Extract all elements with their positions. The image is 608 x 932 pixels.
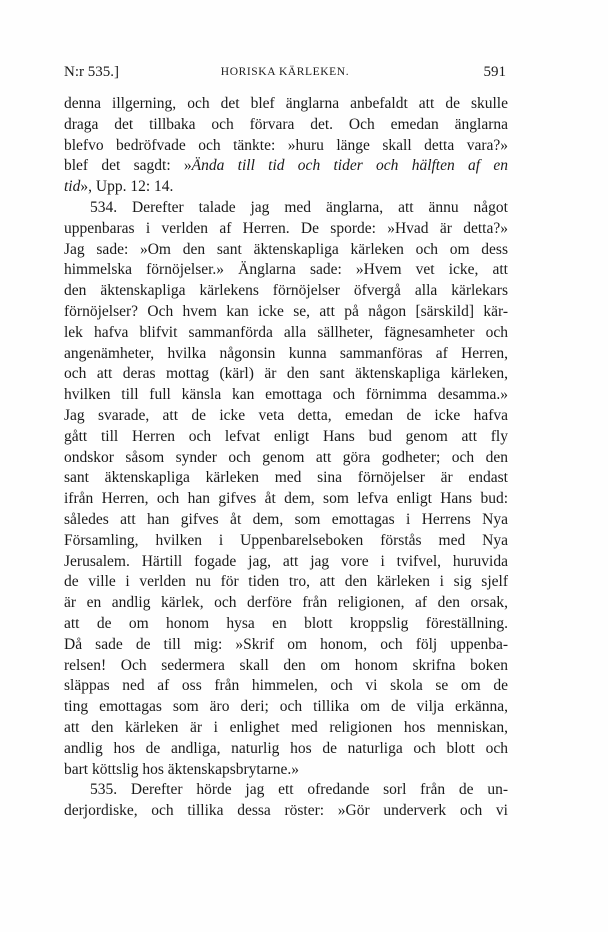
text-line: himmelska förnöjelser.» Änglarna sade: »Hvem vet icke, att	[64, 261, 508, 279]
text-line: andlig hos de andliga, naturlig hos de naturliga och blott och	[64, 739, 508, 757]
text-line: och att deras mottag (kärl) är den sant äktenskapliga kärleken,	[64, 365, 508, 383]
section-number: N:r 535.]	[64, 64, 119, 80]
text-line: derjordiske, och tillika dessa röster: »Gör underverk och vi	[64, 802, 508, 820]
text-line: blefvo bedröfvade och tänkte: »huru länge skall detta vara?»	[64, 136, 508, 154]
text-line: Jag sade: »Om den sant äktenskapliga kärleken och om dess	[64, 240, 508, 258]
italic-quote: Ända till tid och tider och hälften af en	[191, 157, 508, 175]
text-line: att de om honom hysa en blott kroppslig föreställning.	[64, 614, 508, 632]
paragraph-535-start: 535. Derefter hörde jag ett ofredande sorl från de un-	[90, 781, 508, 799]
paragraph-534-start: 534. Derefter talade jag med änglarna, att ännu något	[90, 198, 508, 216]
text-line	[64, 156, 508, 177]
text-line: draga det tillbaka och förvara det. Och emedan änglarna	[64, 115, 508, 133]
text-line: lek hafva blifvit sammanförda alla sällheter, fägnesamheter och	[64, 323, 508, 341]
text-line: ondskor såsom synder och genom att göra godheter; och den	[64, 448, 508, 466]
text-line: förnöjelser? Och hvem kan icke se, att på någon [särskild] kär-	[64, 302, 508, 320]
text-line: Jag svarade, att de icke veta detta, emedan de icke hafva	[64, 406, 508, 424]
text-line: Församling, hvilken i Uppenbarelseboken förstås med Nya	[64, 531, 508, 549]
running-head	[64, 64, 506, 84]
text-line: sant äktenskapliga kärleken med sina förnöjelser är endast	[64, 469, 508, 487]
text-line: de ville i verlden nu för tiden tro, att den kärleken i sig sjelf	[64, 573, 508, 591]
running-title: HORISKA KÄRLEKEN.	[220, 66, 350, 78]
text-line: att den kärleken är i enlighet med religionen hos menniskan,	[64, 718, 508, 736]
text-line: hvilken till full känsla kan emottaga och förnimma desamma.»	[64, 386, 508, 404]
text-line: är en andlig kärlek, och derföre från religionen, af den orsak,	[64, 594, 508, 612]
text-line: angenämheter, hvilka någonsin kunna sammanföras af Herren,	[64, 344, 508, 362]
text-line	[64, 177, 508, 198]
text-fragment: blef det sagdt: »	[64, 157, 192, 175]
text-line: ifrån Herren, och han gifves åt dem, som lefva enligt Hans bud:	[64, 490, 508, 508]
text-line: släppas ned af oss från himmelen, och vi skola se om de	[64, 677, 508, 695]
text-fragment: », Upp. 12: 14.	[80, 178, 174, 196]
text-line: gått till Herren och lefvat enligt Hans bud genom att fly	[64, 427, 508, 445]
text-line: Då sade de till mig: »Skrif om honom, och följ uppenba-	[64, 635, 508, 653]
text-line: således att han gifves åt dem, som emottagas i Herrens Nya	[64, 510, 508, 528]
text-line: Jerusalem. Härtill fogade jag, att jag vore i tvifvel, huruvida	[64, 552, 508, 570]
text-line: uppenbaras i verlden af Herren. De sporde: »Hvad är detta?»	[64, 219, 508, 237]
page-number: 591	[483, 64, 506, 80]
body-text	[64, 94, 508, 822]
text-line: ting emottagas som äro deri; och tillika om de vilja erkänna,	[64, 698, 508, 716]
text-line: bart köttslig hos äktenskapsbrytarne.»	[64, 760, 300, 778]
italic-quote-end: tid	[64, 178, 81, 196]
text-line: den äktenskapliga kärlekens förnöjelser öfvergå alla kärlekars	[64, 282, 508, 300]
text-line: denna illgerning, och det blef änglarna anbefaldt att de skulle	[64, 95, 508, 112]
text-line: relsen! Och sedermera skall den om honom skrifna boken	[64, 656, 508, 674]
